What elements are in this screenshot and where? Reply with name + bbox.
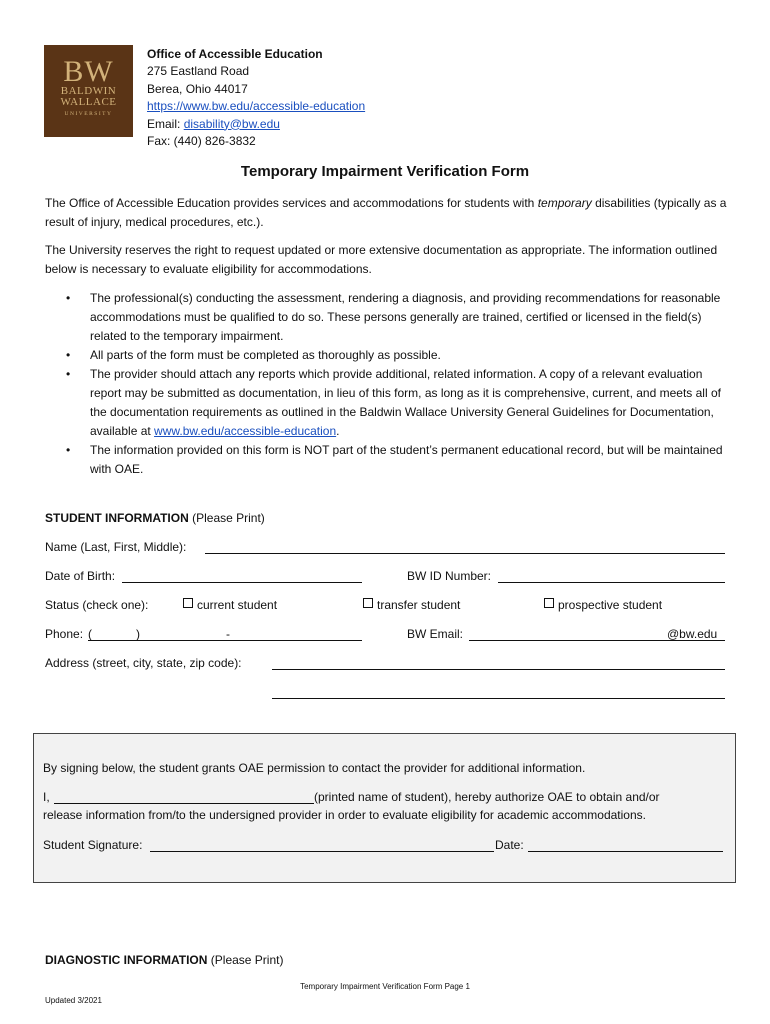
consent-statement: By signing below, the student grants OAE permission to contact the provider for additional information.: [43, 761, 586, 775]
phone-dash: -: [226, 627, 230, 641]
intro-text-b: disabilities (typically as a result of injury, medical procedures, etc.).: [45, 196, 727, 229]
bullet-text: The provider should attach any reports which provide additional, related information. A copy of a relevant evaluation report may be submitted as documentation, in lieu of this form, as long as it is comprehensive, current, and meets all of the documentation requirements as outlined in the Baldwin Wallace University General Guidelines for Documentation, available at: [90, 367, 721, 438]
bullet-text-end: .: [336, 424, 340, 438]
logo-name-line2: WALLACE: [60, 96, 117, 108]
logo-name-line1: BALDWIN: [60, 85, 117, 97]
office-email-line: [147, 116, 365, 133]
list-item: • All parts of the form must be completed as thoroughly as possible.: [62, 346, 732, 365]
status-prospective-option[interactable]: [544, 598, 662, 612]
bw-email-suffix: @bw.edu: [667, 627, 718, 641]
student-heading-text: STUDENT INFORMATION: [45, 511, 189, 525]
dob-field[interactable]: [122, 582, 362, 583]
status-current-label: current student: [197, 598, 278, 612]
status-transfer-option[interactable]: [363, 598, 460, 612]
office-name: Office of Accessible Education: [147, 47, 323, 61]
diagnostic-info-heading: [45, 953, 283, 967]
address-field-line2[interactable]: [272, 698, 725, 699]
phone-label: Phone:: [45, 627, 84, 641]
list-item: • The professional(s) conducting the assessment, rendering a diagnosis, and providing recommendations for reasonable accommodations must be qualified to do so. These persons generally are trained, certified or licensed in the field(s) related to the temporary impairment.: [62, 289, 732, 346]
checkbox-current[interactable]: [183, 598, 193, 608]
logo-university: UNIVERSITY: [64, 111, 113, 117]
checkbox-prospective[interactable]: [544, 598, 554, 608]
student-heading-note: (Please Print): [188, 511, 265, 525]
form-title: Temporary Impairment Verification Form: [240, 163, 530, 180]
university-logo: [44, 45, 133, 137]
office-email-link[interactable]: disability@bw.edu: [183, 116, 280, 131]
diagnostic-heading-note: (Please Print): [207, 953, 284, 967]
student-signature-field[interactable]: [150, 851, 494, 852]
bw-email-label: BW Email:: [407, 627, 464, 641]
signature-date-label: Date:: [495, 838, 524, 852]
bwid-label: BW ID Number:: [407, 569, 492, 583]
signature-date-field[interactable]: [528, 851, 723, 852]
intro-paragraph-2: The University reserves the right to request updated or more extensive documentation as appropriate. The information outlined below is necessary to evaluate eligibility for accommodations.: [45, 243, 718, 276]
name-label: Name (Last, First, Middle):: [45, 540, 187, 554]
status-transfer-label: transfer student: [377, 598, 461, 612]
printed-name-field[interactable]: [54, 803, 314, 804]
updated-date: Updated 3/2021: [45, 996, 102, 1005]
accessible-education-link[interactable]: www.bw.edu/accessible-education: [154, 424, 337, 438]
list-item: • The information provided on this form is NOT part of the student’s permanent educational record, but will be maintained with OAE.: [62, 441, 732, 479]
office-address-line2: Berea, Ohio 44017: [147, 81, 248, 96]
address-field-line1[interactable]: [272, 669, 725, 670]
intro-emphasis: temporary: [537, 196, 592, 210]
office-fax: Fax: (440) 826-3832: [147, 134, 256, 149]
student-signature-label: Student Signature:: [43, 838, 143, 852]
phone-field[interactable]: [88, 640, 362, 641]
intro-text-a: The Office of Accessible Education provides services and accommodations for students with: [45, 196, 538, 210]
office-contact-block: [147, 46, 365, 150]
diagnostic-heading-text: DIAGNOSTIC INFORMATION: [45, 953, 208, 967]
list-item: [62, 365, 732, 441]
name-field[interactable]: [205, 553, 725, 554]
requirements-list: [62, 289, 732, 479]
office-address-line1: 275 Eastland Road: [147, 64, 250, 79]
page-footer: Temporary Impairment Verification Form Page 1: [300, 982, 470, 991]
consent-release-text: release information from/to the undersigned provider in order to evaluate eligibility for academic accommodations.: [43, 808, 646, 822]
consent-authorize-text: (printed name of student), hereby authorize OAE to obtain and/or: [314, 790, 660, 804]
status-current-option[interactable]: [183, 598, 277, 612]
checkbox-transfer[interactable]: [363, 598, 373, 608]
office-website-link[interactable]: https://www.bw.edu/accessible-education: [147, 99, 366, 114]
consent-authorize-label: I,: [43, 790, 50, 804]
student-info-heading: [45, 511, 265, 525]
intro-paragraph-1: [45, 194, 735, 232]
phone-open-paren: (: [88, 627, 92, 641]
bwid-field[interactable]: [498, 582, 725, 583]
email-label: Email:: [147, 116, 184, 131]
phone-close-paren: ): [136, 627, 140, 641]
address-label: Address (street, city, state, zip code):: [45, 656, 242, 670]
dob-label: Date of Birth:: [45, 569, 116, 583]
status-label: Status (check one):: [45, 598, 149, 612]
status-prospective-label: prospective student: [558, 598, 663, 612]
logo-monogram: BW: [63, 55, 114, 88]
